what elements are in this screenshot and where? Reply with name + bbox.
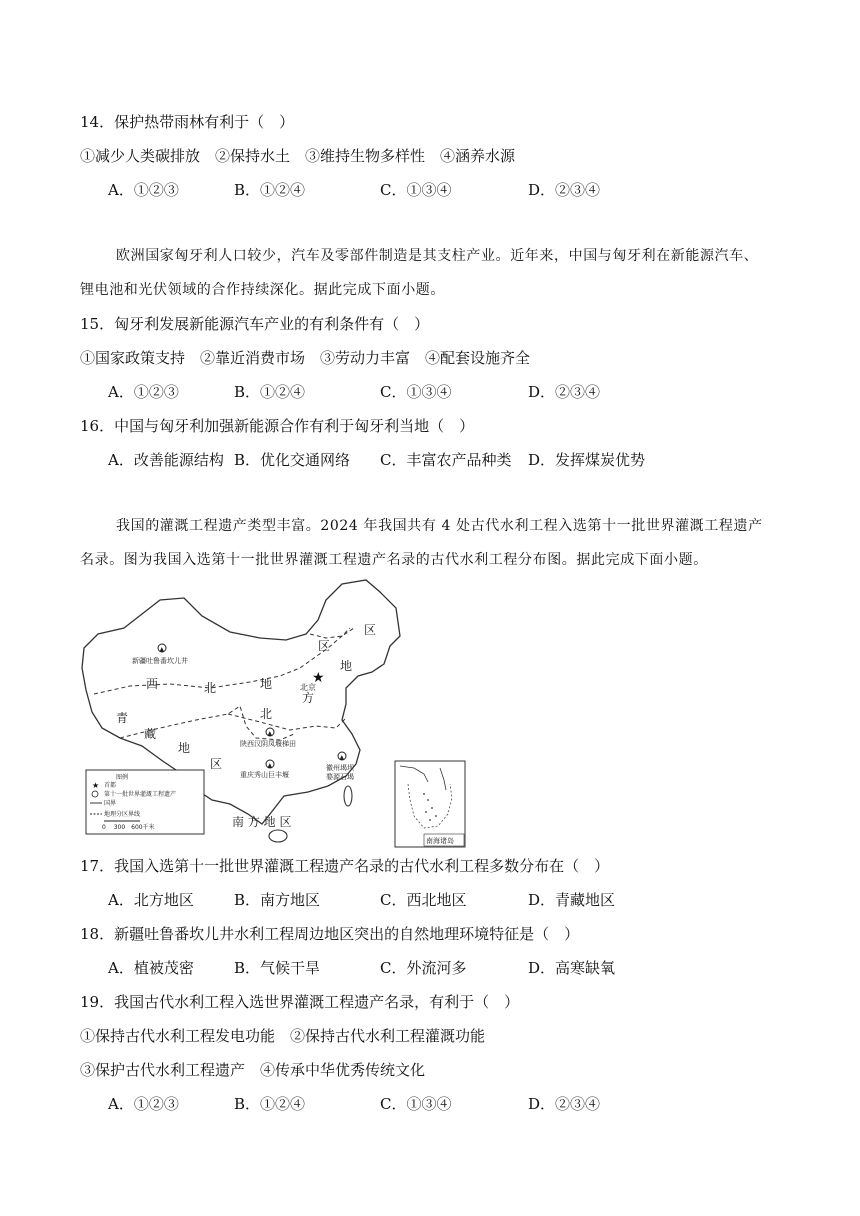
q14-option-d[interactable]: D．②③④ — [528, 181, 601, 199]
q14-items: ①减少人类碳排放 ②保持水土 ③维持生物多样性 ④涵养水源 — [80, 147, 516, 165]
q18-option-b[interactable]: B．气候干旱 — [234, 959, 321, 977]
q17-option-a[interactable]: A．北方地区 — [108, 891, 194, 909]
region-char: 北 — [260, 707, 273, 721]
q16-option-d[interactable]: D．发挥煤炭优势 — [528, 451, 646, 469]
division-line-northeast — [310, 628, 354, 638]
region-char: 区 — [318, 639, 331, 653]
q19-option-c[interactable]: C．①③④ — [380, 1095, 452, 1113]
region-char: 北 — [204, 681, 217, 695]
site-label: 重庆秀山巨丰堰 — [240, 771, 289, 779]
heritage-site-xiushan — [240, 760, 289, 779]
q14-option-b[interactable]: B．①②④ — [234, 181, 306, 199]
region-char: 地 — [260, 677, 273, 691]
passage1-line2: 锂电池和光伏领域的合作持续深化。据此完成下面小题。 — [80, 282, 445, 298]
inset-label: 南海诸岛 — [426, 837, 454, 845]
legend-division: 地理分区界线 — [104, 811, 141, 818]
region-char: 西 — [146, 677, 159, 691]
site-label: 婺源石堨 — [326, 773, 354, 781]
q15-option-c[interactable]: C．①③④ — [380, 383, 452, 401]
q16-option-c[interactable]: C．丰富农产品种类 — [380, 451, 512, 469]
capital-star-icon: ★ — [312, 670, 325, 686]
q15-option-b[interactable]: B．①②④ — [234, 383, 306, 401]
legend-star-icon: ★ — [92, 781, 100, 790]
region-char: 青 — [116, 711, 129, 725]
region-char: 方 — [302, 691, 315, 705]
passage1-line1: 欧洲国家匈牙利人口较少，汽车及零部件制造是其支柱产业。近年来，中国与匈牙利在新能源汽车、 — [116, 248, 759, 264]
q16-stem: 16．中国与匈牙利加强新能源合作有利于匈牙利当地（ ） — [80, 417, 475, 435]
legend-heritage: 第十一批世界灌溉工程遗产 — [104, 791, 177, 798]
heritage-site-icon: ▲ — [267, 730, 273, 737]
heritage-site-icon: ▲ — [339, 754, 345, 761]
heritage-site-turpan — [132, 644, 188, 665]
heritage-site-icon: ▲ — [267, 762, 273, 769]
taiwan-island — [344, 786, 352, 806]
site-label: 陕西汉阴凤堰梯田 — [240, 740, 296, 748]
capital-label: 北京 — [300, 683, 316, 692]
passage2-line1: 我国的灌溉工程遗产类型丰富。2024 年我国共有 4 处古代水利工程入选第十一批世界灌溉工程遗产 — [116, 518, 763, 534]
q18-option-c[interactable]: C．外流河多 — [380, 959, 467, 977]
region-char: 地 — [178, 741, 191, 755]
passage2-line2: 名录。图为我国入选第十一批世界灌溉工程遗产名录的古代水利工程分布图。据此完成下面小题。 — [80, 552, 708, 568]
q18-option-a[interactable]: A．植被茂密 — [108, 959, 194, 977]
q16-option-b[interactable]: B．优化交通网络 — [234, 451, 351, 469]
site-label: 徽州堨坝 — [326, 764, 354, 772]
map-legend — [86, 770, 204, 834]
hainan-island — [269, 830, 287, 842]
q19-stem: 19．我国古代水利工程入选世界灌溉工程遗产名录，有利于（ ） — [80, 993, 520, 1011]
q16-option-a[interactable]: A．改善能源结构 — [108, 451, 224, 469]
q15-items: ①国家政策支持 ②靠近消费市场 ③劳动力丰富 ④配套设施齐全 — [80, 349, 531, 367]
legend-border: 国界 — [104, 800, 117, 807]
q17-option-b[interactable]: B．南方地区 — [234, 891, 321, 909]
q17-stem: 17．我国入选第十一批世界灌溉工程遗产名录的古代水利工程多数分布在（ ） — [80, 857, 610, 875]
legend-capital: 首都 — [104, 782, 117, 789]
q19-items-2: ③保护古代水利工程遗产 ④传承中华优秀传统文化 — [80, 1061, 426, 1079]
q14-option-a[interactable]: A．①②③ — [108, 181, 179, 199]
heritage-site-hanyin — [240, 728, 296, 748]
q19-option-b[interactable]: B．①②④ — [234, 1095, 306, 1113]
heritage-site-icon: ▲ — [159, 646, 165, 653]
legend-scale: 0 300 600千米 — [102, 824, 155, 831]
division-line-north-south — [228, 714, 346, 730]
region-char: 藏 — [144, 727, 157, 741]
region-south: 南 方 地 区 — [232, 815, 292, 829]
legend-title: 图例 — [116, 774, 129, 781]
q19-items-1: ①保持古代水利工程发电功能 ②保持古代水利工程灌溉功能 — [80, 1027, 486, 1045]
q15-option-a[interactable]: A．①②③ — [108, 383, 179, 401]
q18-option-d[interactable]: D．高寒缺氧 — [528, 959, 616, 977]
q19-option-d[interactable]: D．②③④ — [528, 1095, 601, 1113]
q18-stem: 18．新疆吐鲁番坎儿井水利工程周边地区突出的自然地理环境特征是（ ） — [80, 925, 580, 943]
q17-option-c[interactable]: C．西北地区 — [380, 891, 467, 909]
region-char: 区 — [364, 623, 377, 637]
region-char: 区 — [210, 757, 223, 771]
q14-stem: 14．保护热带雨林有利于（ ） — [80, 113, 295, 131]
q19-option-a[interactable]: A．①②③ — [108, 1095, 179, 1113]
south-sea-inset-map — [394, 760, 466, 848]
region-char: 地 — [340, 659, 353, 673]
heritage-site-huizhou — [326, 752, 355, 781]
q15-stem: 15．匈牙利发展新能源汽车产业的有利条件有（ ） — [80, 315, 430, 333]
site-label: 新疆吐鲁番坎儿井 — [132, 657, 188, 665]
q17-option-d[interactable]: D．青藏地区 — [528, 891, 616, 909]
q15-option-d[interactable]: D．②③④ — [528, 383, 601, 401]
q14-option-c[interactable]: C．①③④ — [380, 181, 452, 199]
